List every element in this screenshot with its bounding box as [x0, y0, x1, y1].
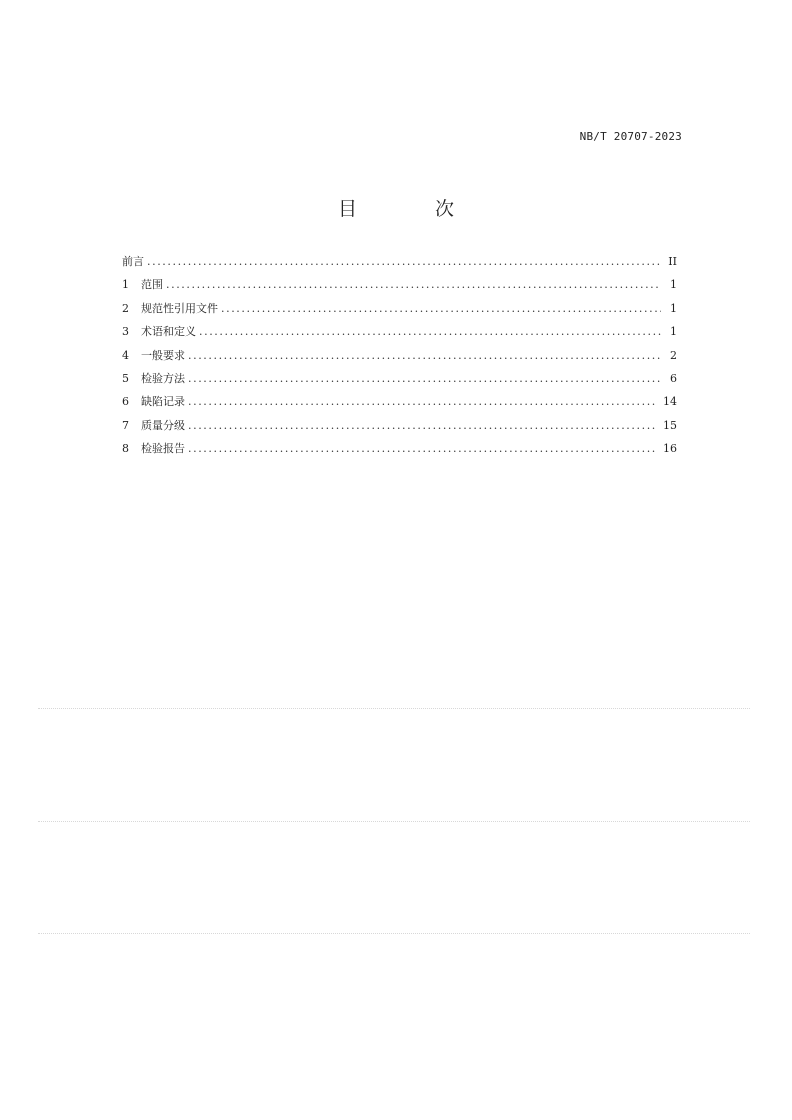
toc-dot-leader: [221, 300, 661, 318]
toc-entry-1[interactable]: [122, 276, 677, 299]
toc-entry-page: 16: [663, 442, 677, 456]
dotted-guide-line: [38, 821, 750, 822]
toc-entry-number: 2: [122, 301, 129, 315]
toc-dot-leader: [188, 417, 657, 435]
toc-dot-leader: [199, 323, 661, 341]
toc-entry-2[interactable]: [122, 300, 677, 323]
toc-entry-number: 7: [122, 418, 129, 432]
toc-entry-page: 2: [670, 348, 677, 362]
toc-entry-label: 质量分级: [141, 418, 185, 432]
toc-entry-5[interactable]: [122, 370, 677, 393]
toc-entry-label: 范围: [141, 278, 163, 292]
toc-entry-number: 8: [122, 442, 129, 456]
toc-entry-page: 14: [663, 395, 677, 409]
toc-entry-label: 一般要求: [141, 348, 185, 362]
toc-entry-8[interactable]: [122, 440, 677, 463]
toc-entry-page: 15: [663, 418, 677, 432]
toc-entry-number: 1: [122, 278, 129, 292]
toc-dot-leader: [166, 276, 661, 294]
toc-title: 目 次: [337, 198, 491, 220]
toc-entry-page: 6: [670, 371, 677, 385]
dotted-guide-line: [38, 708, 750, 709]
toc-entry-label: 检验方法: [141, 371, 185, 385]
toc-entry-label: 规范性引用文件: [141, 301, 218, 315]
toc-entry-label: 检验报告: [141, 442, 185, 456]
toc-entry-3[interactable]: [122, 323, 677, 346]
toc-entry-number: 5: [122, 371, 129, 385]
toc-entry-page: II: [668, 255, 677, 268]
toc-entry-7[interactable]: [122, 417, 677, 440]
document-code: NB/T 20707-2023: [579, 130, 682, 143]
toc-dot-leader: [188, 393, 657, 411]
toc-entry-label: 术语和定义: [141, 325, 196, 339]
toc-entry-number: 6: [122, 395, 129, 409]
toc-dot-leader: [188, 440, 657, 458]
toc-entry-number: 4: [122, 348, 129, 362]
toc-entry-foreword[interactable]: [122, 253, 677, 276]
toc-dot-leader: [188, 370, 661, 388]
toc-entry-page: 1: [670, 325, 677, 339]
toc-dot-leader: [188, 347, 661, 365]
toc-entry-page: 1: [670, 278, 677, 292]
toc-dot-leader: [147, 253, 661, 271]
toc-entry-label: 前言: [122, 255, 144, 268]
toc-entry-number: 3: [122, 325, 129, 339]
toc-entry-label: 缺陷记录: [141, 395, 185, 409]
dotted-guide-line: [38, 933, 750, 934]
table-of-contents: [122, 253, 677, 464]
toc-entry-4[interactable]: [122, 347, 677, 370]
toc-entry-6[interactable]: [122, 393, 677, 416]
toc-entry-page: 1: [670, 301, 677, 315]
